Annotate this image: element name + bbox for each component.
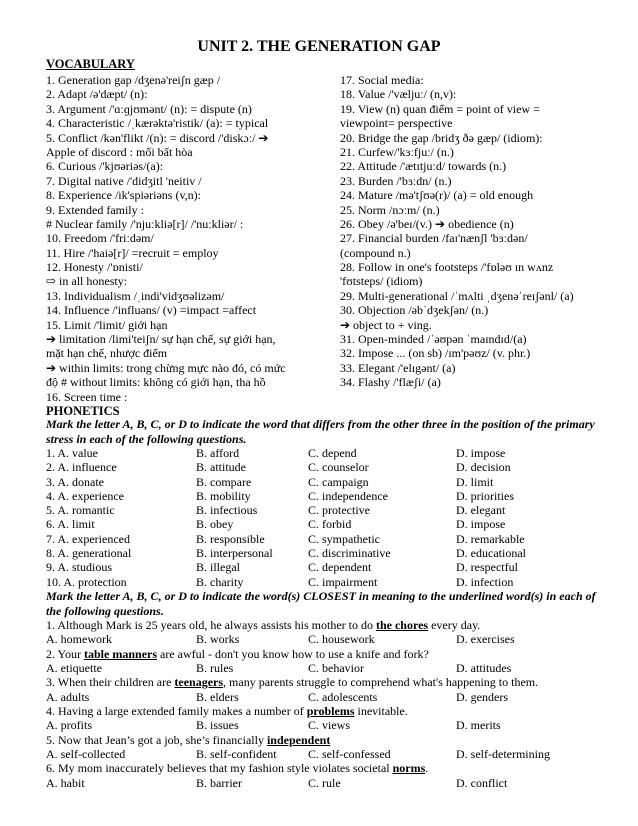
phonetics-row xyxy=(46,532,606,546)
options-row xyxy=(46,747,616,761)
vocab-line: 6. Curious /'kjʊəriəs/(a): xyxy=(46,159,164,174)
question-text-before: 3. When their children are xyxy=(46,675,175,690)
vocabulary-left-column xyxy=(46,73,336,404)
answer-option: A. etiquette xyxy=(46,661,102,676)
vocabulary-right-column xyxy=(340,73,610,390)
answer-option: B. elders xyxy=(196,689,239,704)
answer-option: B. afford xyxy=(196,446,240,460)
vocab-line: 23. Burden /'bɜːdn/ (n.) xyxy=(340,173,452,188)
vocab-line: # Nuclear family /'njuːkliə[r]/ /'nuːkliər/ : xyxy=(46,216,244,231)
answer-option: 2. A. influence xyxy=(46,460,117,475)
answer-option: C. forbid xyxy=(308,517,352,532)
answer-option: B. obey xyxy=(196,517,234,532)
vocab-line: Apple of discord : mối bất hòa xyxy=(46,144,193,159)
question-stem xyxy=(46,704,616,718)
phonetics-questions xyxy=(46,446,606,589)
vocab-line: (compound n.) xyxy=(340,245,411,260)
vocabulary-heading: VOCABULARY xyxy=(46,57,135,71)
answer-option: D. limit xyxy=(456,474,494,489)
answer-option: B. illegal xyxy=(196,560,240,575)
vocab-line: ➔ limitation /limi'teiʃn/ sự hạn chế, sự giới hạn, xyxy=(46,332,276,347)
answer-option: 5. A. romantic xyxy=(46,503,115,518)
phonetics-row xyxy=(46,446,606,460)
vocab-line: 22. Attitude /'ætɪtjuːd/ towards (n.) xyxy=(340,159,507,174)
answer-option: B. barrier xyxy=(196,775,242,790)
options-row xyxy=(46,661,616,675)
vocab-line: 27. Financial burden /faɪ'nænʃl 'bɜːdən/ xyxy=(340,231,528,246)
underlined-keyword: norms xyxy=(392,761,426,776)
vocab-line: 11. Hire /'haiə[r]/ =recruit = employ xyxy=(46,245,219,260)
question-stem xyxy=(46,761,616,775)
answer-option: B. responsible xyxy=(196,531,265,546)
answer-option: B. rules xyxy=(196,661,234,676)
phonetics-row xyxy=(46,517,606,531)
vocab-line: 21. Curfew/'kɜːfjuː/ (n.) xyxy=(340,144,454,159)
underlined-keyword: table manners xyxy=(84,646,158,661)
options-row xyxy=(46,690,616,704)
answer-option: D. educational xyxy=(456,546,526,561)
answer-option: B. issues xyxy=(196,718,239,733)
answer-option: B. interpersonal xyxy=(196,546,273,561)
vocab-line: 9. Extended family : xyxy=(46,202,144,217)
vocab-line: 24. Mature /mə'tʃʊə(r)/ (a) = old enough xyxy=(340,188,534,203)
answer-option: D. respectful xyxy=(456,560,518,575)
vocab-line: 3. Argument /'ɑːɡjʊmənt/ (n): = dispute (n) xyxy=(46,101,252,116)
vocab-line: 17. Social media: xyxy=(340,73,424,87)
answer-option: A. homework xyxy=(46,632,112,647)
answer-option: 8. A. generational xyxy=(46,546,132,561)
vocab-line: 7. Digital native /'didʒitl 'neitiv / xyxy=(46,173,202,188)
answer-option: D. genders xyxy=(456,689,508,704)
phonetics-row xyxy=(46,546,606,560)
phonetics-heading: PHONETICS xyxy=(46,404,120,418)
vocab-line: 2. Adapt /ə'dæpt/ (n): xyxy=(46,87,148,102)
underlined-keyword: teenagers xyxy=(174,675,224,690)
answer-option: 7. A. experienced xyxy=(46,531,130,546)
vocab-line: 18. Value /'væljuː/ (n,v): xyxy=(340,87,457,102)
phonetics-row xyxy=(46,460,606,474)
answer-option: D. merits xyxy=(456,718,501,733)
answer-option: 3. A. donate xyxy=(46,474,104,489)
answer-option: D. conflict xyxy=(456,775,508,790)
answer-option: C. campaign xyxy=(308,474,369,489)
answer-option: A. self-collected xyxy=(46,747,126,762)
answer-option: B. works xyxy=(196,632,240,647)
phonetics-row xyxy=(46,489,606,503)
answer-option: C. adolescents xyxy=(308,689,378,704)
underlined-keyword: the chores xyxy=(375,618,429,632)
question-text-after: inevitable. xyxy=(354,704,408,719)
question-text-after: , many parents struggle to comprehend what's happening to them. xyxy=(223,675,539,690)
vocab-line: 'fʊtsteps/ (idiom) xyxy=(340,274,423,289)
answer-option: C. independence xyxy=(308,488,388,503)
vocab-line: 4. Characteristic /ˌkærəktə'ristik/ (a): = typical xyxy=(46,116,269,131)
underlined-keyword: independent xyxy=(266,732,331,747)
answer-option: C. behavior xyxy=(308,661,364,676)
underlined-keyword: problems xyxy=(306,704,355,719)
vocab-line: ➔ within limits: trong chừng mực nào đó, có mức xyxy=(46,360,286,375)
vocab-line: độ # without limits: không có giới hạn, tha hồ xyxy=(46,375,266,390)
answer-option: C. housework xyxy=(308,632,375,647)
question-text-before: 5. Now that Jean’s got a job, she’s financially xyxy=(46,732,267,747)
vocab-line: 25. Norm /nɔːm/ (n.) xyxy=(340,202,440,217)
answer-option: B. mobility xyxy=(196,488,251,503)
question-text xyxy=(46,647,429,661)
phonetics-instruction: Mark the letter A, B, C, or D to indicate the word that differs from the other three in the position of the primary stress in each of the following questions. xyxy=(46,417,595,446)
answer-option: D. impose xyxy=(456,446,506,460)
question-stem xyxy=(46,647,616,661)
question-stem xyxy=(46,618,616,632)
answer-option: C. views xyxy=(308,718,350,733)
answer-option: C. self-confessed xyxy=(308,747,391,762)
phonetics-row xyxy=(46,475,606,489)
vocab-line: 20. Bridge the gap /bridʒ ðə gæp/ (idiom): xyxy=(340,130,543,145)
vocab-line: 16. Screen time : xyxy=(46,389,128,404)
question-stem xyxy=(46,675,616,689)
answer-option: C. depend xyxy=(308,446,357,460)
question-text-before: 2. Your xyxy=(46,646,85,661)
answer-option: C. sympathetic xyxy=(308,531,380,546)
answer-option: C. counselor xyxy=(308,460,369,475)
answer-option: D. exercises xyxy=(456,632,515,647)
vocab-line: ⇨ in all honesty: xyxy=(46,274,128,289)
answer-option: D. elegant xyxy=(456,503,506,518)
question-text xyxy=(46,733,330,747)
answer-option: B. compare xyxy=(196,474,252,489)
answer-option: 1. A. value xyxy=(46,446,98,460)
answer-option: B. infectious xyxy=(196,503,258,518)
question-text xyxy=(46,618,480,632)
question-text xyxy=(46,761,428,775)
question-text xyxy=(46,704,408,718)
synonym-instruction: Mark the letter A, B, C, or D to indicate the word(s) CLOSEST in meaning to the underlined word(s) in each of the following questions. xyxy=(46,589,596,618)
answer-option: B. attitude xyxy=(196,460,246,475)
answer-option: C. protective xyxy=(308,503,370,518)
question-text xyxy=(46,675,538,689)
vocab-line: viewpoint= perspective xyxy=(340,116,453,131)
page-title: UNIT 2. THE GENERATION GAP xyxy=(197,38,441,55)
synonym-questions xyxy=(46,618,616,790)
answer-option: D. self-determining xyxy=(456,747,550,762)
question-text-after: . xyxy=(425,761,429,776)
vocab-line: 1. Generation gap /dʒenə'reiʃn gæp / xyxy=(46,73,221,87)
vocab-line: 15. Limit /'limit/ giới hạn xyxy=(46,317,168,332)
answer-option: B. self-confident xyxy=(196,747,277,762)
vocab-line: 34. Flashy /'flæʃi/ (a) xyxy=(340,375,441,390)
answer-option: D. attitudes xyxy=(456,661,512,676)
vocab-line: 10. Freedom /'friːdəm/ xyxy=(46,231,154,246)
vocab-line: 5. Conflict /kən'flikt /(n): = discord /'diskɔː/ ➔ xyxy=(46,130,269,145)
answer-option: D. priorities xyxy=(456,488,514,503)
answer-option: D. infection xyxy=(456,574,514,589)
vocab-line: 28. Follow in one's footsteps /'fɒləʊ ɪn wʌnz xyxy=(340,260,554,275)
answer-option: D. decision xyxy=(456,460,511,475)
question-text-before: 1. Although Mark is 25 years old, he always assists his mother to do xyxy=(46,618,376,632)
question-text-after: are awful - don't you know how to use a knife and fork? xyxy=(157,646,429,661)
answer-option: A. habit xyxy=(46,775,85,790)
answer-option: D. remarkable xyxy=(456,531,525,546)
answer-option: C. discriminative xyxy=(308,546,391,561)
options-row xyxy=(46,776,616,790)
question-text-after: every day. xyxy=(428,618,481,632)
phonetics-row xyxy=(46,503,606,517)
question-text-before: 6. My mom inaccurately believes that my fashion style violates societal xyxy=(46,761,393,776)
vocab-line: 14. Influence /'influəns/ (v) =impact =affect xyxy=(46,303,257,318)
vocab-line: 8. Experience /ik'spiəriəns (v,n): xyxy=(46,188,201,203)
vocab-line: mặt hạn chế, nhược điểm xyxy=(46,346,168,361)
answer-option: C. impairment xyxy=(308,574,378,589)
question-text-before: 4. Having a large extended family makes a number of xyxy=(46,704,307,719)
answer-option: 6. A. limit xyxy=(46,517,95,532)
options-row xyxy=(46,632,616,646)
answer-option: C. dependent xyxy=(308,560,372,575)
answer-option: 10. A. protection xyxy=(46,574,127,589)
answer-option: 9. A. studious xyxy=(46,560,113,575)
answer-option: C. rule xyxy=(308,775,341,790)
vocab-line: 33. Elegant /'elɪgənt/ (a) xyxy=(340,360,456,375)
options-row xyxy=(46,718,616,732)
question-stem xyxy=(46,733,616,747)
vocab-line: 32. Impose ... (on sb) /ɪm'pəʊz/ (v. phr.) xyxy=(340,346,531,361)
vocab-line: 30. Objection /əbˈdʒekʃən/ (n.) xyxy=(340,303,489,318)
vocab-line: 31. Open-minded /ˈəʊpən ˈmaɪndɪd/(a) xyxy=(340,332,527,347)
answer-option: B. charity xyxy=(196,574,244,589)
vocab-line: 12. Honesty /'ɒnisti/ xyxy=(46,260,143,275)
phonetics-row xyxy=(46,575,606,589)
answer-option: A. adults xyxy=(46,689,90,704)
answer-option: 4. A. experience xyxy=(46,488,124,503)
vocab-line: ➔ object to + ving. xyxy=(340,317,432,332)
vocab-line: 26. Obey /ə'beɪ/(v.) ➔ obedience (n) xyxy=(340,216,514,231)
answer-option: D. impose xyxy=(456,517,506,532)
vocab-line: 13. Individualism /ˌindi'vidʒʊəlizəm/ xyxy=(46,288,225,303)
vocab-line: 19. View (n) quan điểm = point of view = xyxy=(340,101,540,116)
phonetics-row xyxy=(46,560,606,574)
vocab-line: 29. Multi-generational /ˈmʌlti ˌdʒenəˈreɪʃənl/ (a) xyxy=(340,288,574,303)
answer-option: A. profits xyxy=(46,718,92,733)
